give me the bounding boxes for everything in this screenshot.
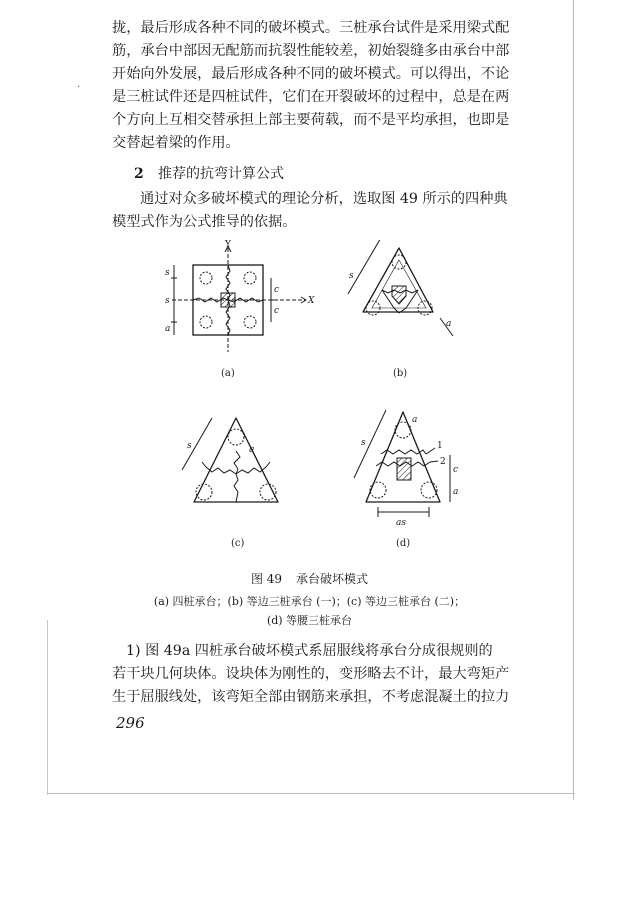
- dim-label-d: c: [453, 465, 459, 475]
- paragraph-2: [112, 188, 524, 234]
- dim-label-c: s: [187, 441, 192, 451]
- dim-label-a: c: [274, 306, 280, 316]
- page-border-right: [573, 0, 574, 800]
- diagram-b-three-pile-cap-1: [348, 240, 453, 336]
- margin-mark: ·: [77, 82, 81, 93]
- paragraph-1: [112, 17, 524, 155]
- dim-label-d: a: [412, 415, 418, 425]
- diagram-a-four-pile-cap: [171, 246, 306, 352]
- diagram-d-isosceles-pile-cap: [354, 410, 450, 517]
- paragraph-3-line: 若干块几何块体。设块体为刚性的，变形略去不计，最大弯矩产: [112, 666, 510, 682]
- subfigure-label-a: (a): [221, 368, 235, 379]
- paragraph-3-line: 1) 图 49a 四桩承台破坏模式系屈服线将承台分成很规则的: [126, 643, 493, 659]
- figure-description: (a) 四桩承台；(b) 等边三桩承台 (一)；(c) 等边三桩承台 (二)；: [153, 595, 466, 608]
- figure-title: [0, 570, 619, 587]
- paragraph-1-line: 开始向外发展，最后形成各种不同的破坏模式。可以得出，不论: [112, 66, 510, 82]
- subfigure-label-b: (b): [393, 368, 408, 379]
- dim-label-a: c: [274, 285, 280, 295]
- page-number: 296: [116, 714, 145, 732]
- dim-label-b: a: [446, 319, 452, 329]
- paragraph-2-line: 通过对众多破坏模式的理论分析，选取图 49 所示的四种典: [140, 191, 508, 207]
- figure-title-text: 承台破坏模式: [296, 572, 369, 586]
- figure-number: 图 49: [250, 572, 283, 586]
- paragraph-3-line: 生于屈服线处，该弯矩全部由钢筋来承担，不考虑混凝土的拉力: [112, 689, 510, 705]
- dim-label-d: a: [453, 487, 459, 497]
- paragraph-1-line: 个方向上互相交替承担上部主要荷载，而不是平均承担，也即是: [112, 112, 510, 128]
- section-number: 2: [134, 166, 144, 182]
- dim-label-c: a: [249, 445, 255, 455]
- paragraph-2-line: 模型式作为公式推导的依据。: [112, 214, 297, 230]
- paragraph-1-line: 是三桩试件还是四桩试件，它们在开裂破坏的过程中，总是在两: [112, 89, 510, 105]
- axis-label-x: X: [308, 296, 315, 306]
- dim-label-b: s: [349, 271, 354, 281]
- subfigure-label-d: (d): [396, 538, 411, 549]
- axis-label-y: Y: [225, 240, 231, 250]
- dim-label-a: s: [165, 296, 170, 306]
- paragraph-3: [112, 640, 524, 709]
- subfigure-label-c: (c): [231, 538, 245, 549]
- paragraph-1-line: 筋，承台中部因无配筋而抗裂性能较差，初始裂缝多由承台中部: [112, 43, 510, 59]
- dim-label-a: s: [165, 268, 170, 278]
- yield-line-label: 1: [437, 441, 443, 451]
- dim-label-d: as: [396, 518, 406, 528]
- paragraph-1-line: 交替起着梁的作用。: [112, 135, 240, 151]
- dim-label-a: a: [165, 324, 171, 334]
- page-border-left: [47, 620, 48, 795]
- figure-49: [150, 240, 480, 560]
- yield-line-label: 2: [440, 457, 446, 467]
- page-border-bottom: [47, 793, 575, 794]
- section-title: 推荐的抗弯计算公式: [158, 166, 284, 182]
- paragraph-1-line: 拢，最后形成各种不同的破坏模式。三桩承台试件是采用梁式配: [112, 20, 510, 36]
- section-heading: [134, 163, 284, 183]
- figure-description: (d) 等腰三桩承台: [266, 614, 353, 627]
- diagram-c-three-pile-cap-2: [182, 418, 278, 502]
- dim-label-d: s: [361, 438, 366, 448]
- figure-49-drawing: [150, 240, 480, 560]
